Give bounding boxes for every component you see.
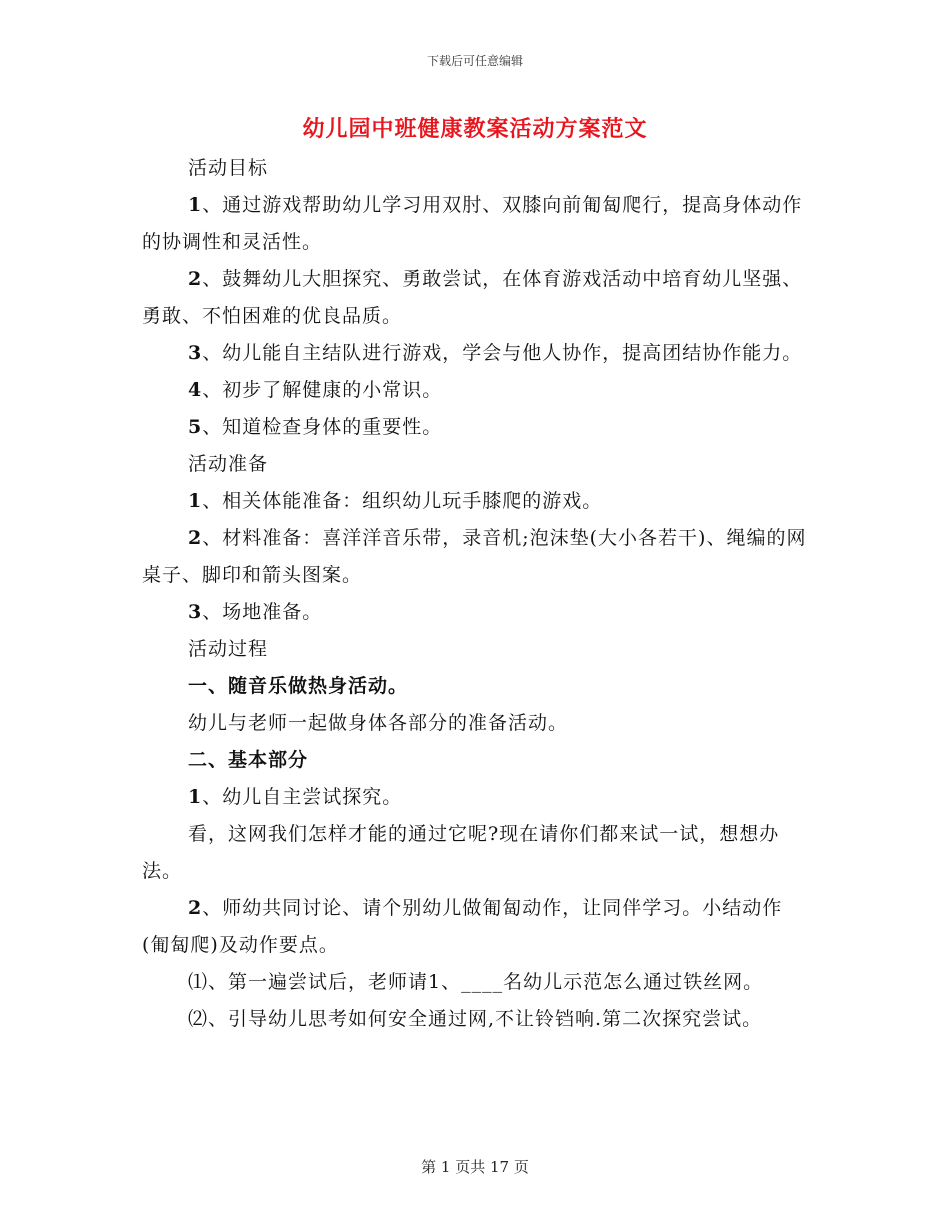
goal-item-4 <box>142 372 808 409</box>
main-subitem-1 <box>142 964 808 1001</box>
section-heading-goals <box>142 150 808 187</box>
paragraph-text: 、材料准备：喜洋洋音乐带，录音机;泡沫垫(大小各若干)、绳编的网桌子、脚印和箭头图案。 <box>142 527 807 586</box>
prep-item-1 <box>142 483 808 520</box>
paragraph-text: 看，这网我们怎样才能的通过它呢?现在请你们都来试一试，想想办法。 <box>142 823 780 882</box>
goal-item-3 <box>142 335 808 372</box>
paragraph-text: 、相关体能准备：组织幼儿玩手膝爬的游戏。 <box>202 490 603 512</box>
goal-item-5 <box>142 409 808 446</box>
paragraph-text: 、师幼共同讨论、请个别幼儿做匍匐动作，让同伴学习。小结动作(匍匐爬)及动作要点。 <box>142 897 783 956</box>
paragraph-text: 、幼儿自主尝试探究。 <box>202 786 403 808</box>
paragraph-text: ⑵、引导幼儿思考如何安全通过网,不让铃铛响.第二次探究尝试。 <box>188 1008 763 1030</box>
prep-item-2 <box>142 520 808 594</box>
process-heading-main <box>142 742 808 779</box>
item-number: 1 <box>188 490 203 512</box>
paragraph-text: 幼儿与老师一起做身体各部分的准备活动。 <box>188 712 569 734</box>
item-number: 3 <box>188 342 203 364</box>
paragraph-text: ⑴、第一遍尝试后，老师请1、____名幼儿示范怎么通过铁丝网。 <box>188 971 764 993</box>
goal-item-1 <box>142 187 808 261</box>
process-heading-warmup <box>142 668 808 705</box>
paragraph-text: 一、随音乐做热身活动。 <box>188 675 409 697</box>
main-item-1 <box>142 779 808 816</box>
main-subitem-2 <box>142 1001 808 1038</box>
document-body <box>142 150 808 1038</box>
paragraph-text: 活动过程 <box>188 638 269 660</box>
page-header-note: 下载后可任意编辑 <box>426 54 523 68</box>
paragraph-text: 活动目标 <box>188 157 269 179</box>
paragraph-text: 、通过游戏帮助幼儿学习用双肘、双膝向前匍匐爬行，提高身体动作的协调性和灵活性。 <box>142 194 803 253</box>
prep-item-3 <box>142 594 808 631</box>
warmup-text <box>142 705 808 742</box>
item-number: 4 <box>188 379 203 401</box>
goal-item-2 <box>142 261 808 335</box>
section-heading-process <box>142 631 808 668</box>
item-number: 2 <box>188 897 203 919</box>
paragraph-text: 、场地准备。 <box>202 601 323 623</box>
item-number: 1 <box>188 786 203 808</box>
item-number: 3 <box>188 601 203 623</box>
main-item-1-detail <box>142 816 808 890</box>
main-item-2 <box>142 890 808 964</box>
page-number-footer: 第 1 页共 17 页 <box>421 1158 529 1176</box>
item-number: 5 <box>188 416 203 438</box>
section-heading-preparation <box>142 446 808 483</box>
item-number: 1 <box>188 194 203 216</box>
paragraph-text: 二、基本部分 <box>188 749 309 771</box>
paragraph-text: 、初步了解健康的小常识。 <box>202 379 443 401</box>
paragraph-text: 、幼儿能自主结队进行游戏，学会与他人协作，提高团结协作能力。 <box>202 342 803 364</box>
document-title: 幼儿园中班健康教案活动方案范文 <box>302 116 648 142</box>
paragraph-text: 、知道检查身体的重要性。 <box>202 416 443 438</box>
item-number: 2 <box>188 527 203 549</box>
paragraph-text: 活动准备 <box>188 453 269 475</box>
paragraph-text: 、鼓舞幼儿大胆探究、勇敢尝试，在体育游戏活动中培育幼儿坚强、勇敢、不怕困难的优良品质。 <box>142 268 803 327</box>
item-number: 2 <box>188 268 203 290</box>
